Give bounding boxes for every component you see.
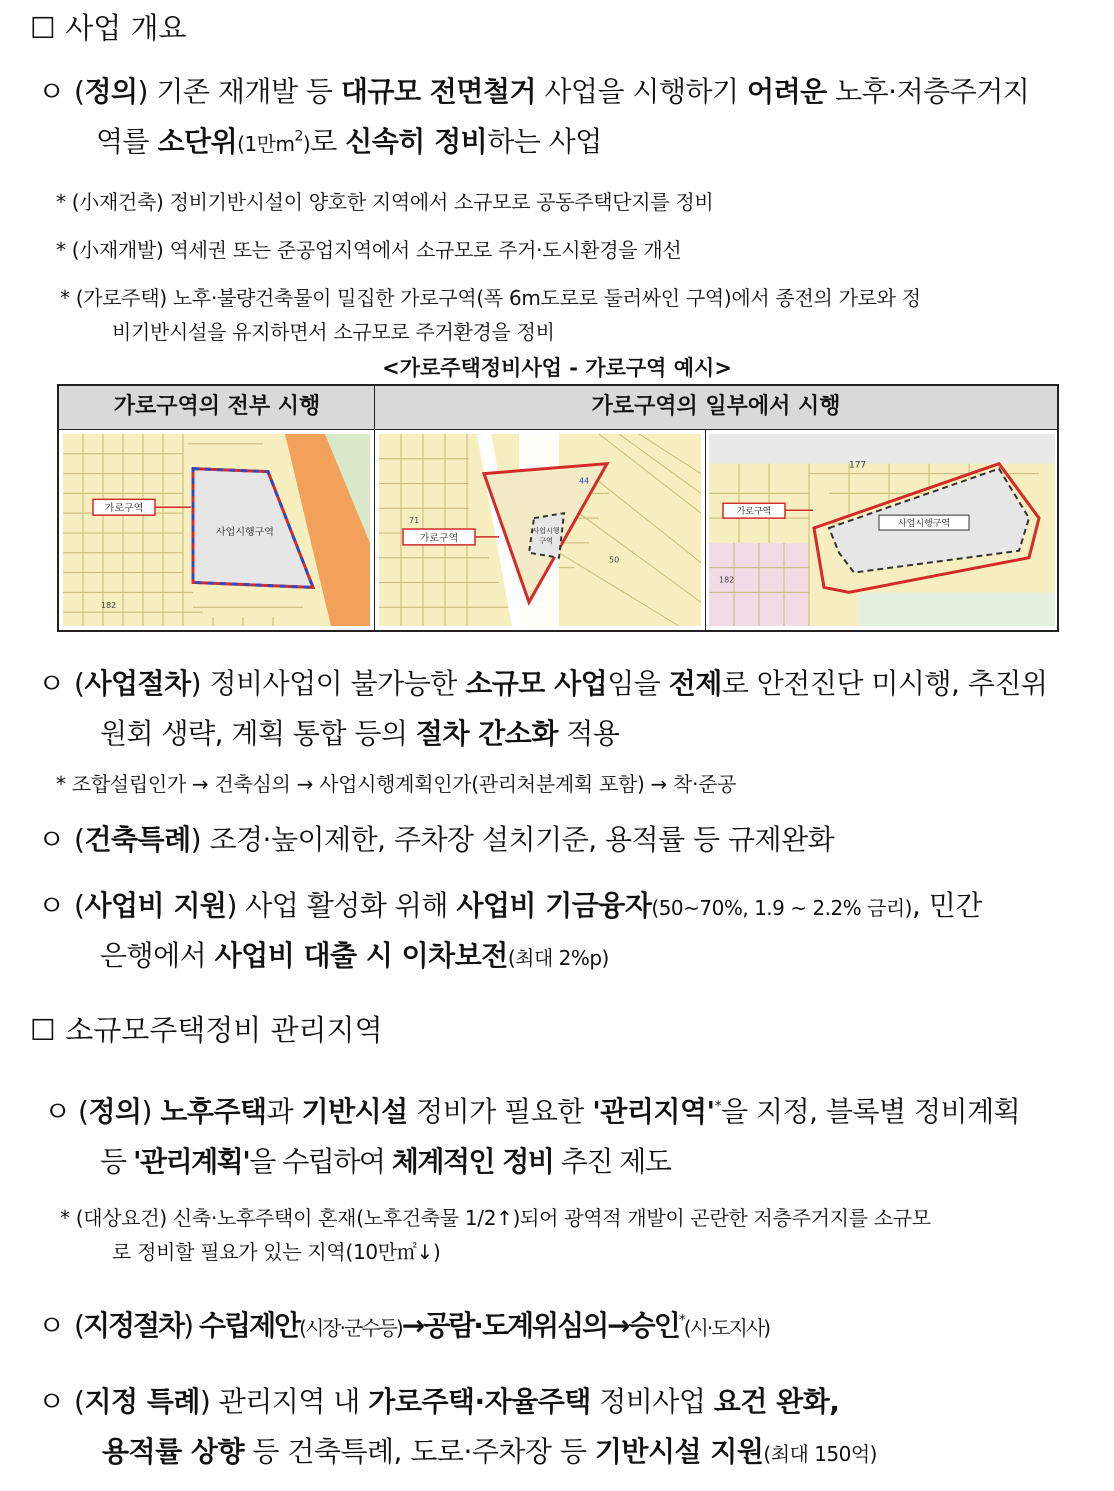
note-street-housing-1: * (가로주택) 노후·불량건축물이 밀집한 가로구역(폭 6m도로로 둘러싸인 구역)에서 종전의 가로와 정 [60, 286, 921, 310]
bullet-mark: ㅇ [38, 667, 65, 700]
label-garo-map3: 가로구역 [736, 507, 772, 518]
label-garo-map2: 가로구역 [419, 532, 459, 544]
section-title-overview: ☐ 사업 개요 [30, 11, 187, 45]
svg-text:사업시행: 사업시행 [532, 527, 560, 535]
label-saeop-map3: 사업시행구역 [897, 519, 951, 530]
procedure-line-1: (사업절차) 정비사업이 불가능한 소규모 사업임을 전제로 안전진단 미시행, 추진위 [74, 667, 1048, 700]
table-divider [374, 386, 375, 630]
area-definition-line-2: 등 '관리계획'을 수립하여 체계적인 정비 추진 제도 [100, 1145, 671, 1178]
label-garo-map1: 가로구역 [104, 503, 144, 515]
designation-procedure-line: (지정절차) 수립제안(시장·군수등)→공람·도계위심의→승인*(시·도지사) [74, 1309, 769, 1342]
map-partial-block-b [709, 434, 1055, 626]
map-partial-block-a [379, 434, 701, 626]
bullet-mark: ㅇ [44, 1095, 71, 1128]
svg-text:44: 44 [579, 476, 590, 486]
bullet-mark: ㅇ [38, 75, 65, 108]
procedure-line-2: 원회 생략, 계획 통합 등의 절차 간소화 적용 [100, 717, 620, 750]
support-line-2: 은행에서 사업비 대출 시 이차보전(최대 2%p) [100, 939, 609, 972]
table-divider-2 [705, 430, 706, 630]
designation-special-line-2: 용적률 상향 등 건축특례, 도로·주차장 등 기반시설 지원(최대 150억) [102, 1435, 877, 1468]
procedure-note: * 조합설립인가 → 건축심의 → 사업시행계획인가(관리처분계획 포함) → 착·준공 [56, 772, 737, 796]
section-title-management-area: ☐ 소규모주택정비 관리지역 [30, 1013, 383, 1047]
note-small-reconstruction: * (小재건축) 정비기반시설이 양호한 지역에서 소규모로 공동주택단지를 정비 [56, 190, 714, 214]
note-small-redevelopment: * (小재개발) 역세권 또는 준공업지역에서 소규모로 주거·도시환경을 개선 [56, 238, 682, 262]
svg-text:50: 50 [609, 555, 620, 565]
bullet-mark: ㅇ [38, 1309, 65, 1342]
bullet-mark: ㅇ [38, 1385, 65, 1418]
svg-text:182: 182 [719, 575, 735, 585]
definition-line-2: 역를 소단위(1만$m^2$)로 신속히 정비하는 사업 [96, 125, 602, 158]
area-definition-line-1: (정의) 노후주택과 기반시설 정비가 필요한 '관리지역'*을 지정, 블록별 정비계획 [78, 1095, 1021, 1128]
svg-text:구역: 구역 [539, 536, 553, 545]
figure-caption: <가로주택정비사업 - 가로구역 예시> [382, 356, 732, 380]
svg-text:177: 177 [849, 460, 867, 471]
label-saeop-map1: 사업시행구역 [216, 526, 274, 538]
support-line-1: (사업비 지원) 사업 활성화 위해 사업비 기금융자(50~70%, 1.9 ~ 2.2% 금리), 민간 [74, 889, 982, 922]
bullet-mark: ㅇ [38, 823, 65, 856]
table-header-full: 가로구역의 전부 시행 [59, 386, 375, 430]
area-requirement-note-1: * (대상요건) 신축·노후주택이 혼재(노후건축물 1/2↑)되어 광역적 개발이 곤란한 저층주거지를 소규모 [60, 1206, 931, 1230]
bullet-mark: ㅇ [38, 889, 65, 922]
designation-special-line-1: (지정 특례) 관리지역 내 가로주택·자율주택 정비사업 요건 완화, [74, 1385, 840, 1418]
note-street-housing-2: 비기반시설을 유지하면서 소규모로 주거환경을 정비 [112, 320, 555, 344]
area-requirement-note-2: 로 정비할 필요가 있는 지역(10만㎡↓) [112, 1240, 441, 1264]
definition-line-1: (정의) 기존 재개발 등 대규모 전면철거 사업을 시행하기 어려운 노후·저층주거지 [74, 75, 1030, 108]
svg-text:71: 71 [409, 516, 420, 526]
map-full-block [63, 434, 370, 626]
table-header-partial: 가로구역의 일부에서 시행 [375, 386, 1057, 430]
svg-text:182: 182 [101, 601, 117, 611]
building-special-line: (건축특례) 조경·높이제한, 주차장 설치기준, 용적률 등 규제완화 [74, 823, 835, 856]
street-block-example-table [57, 384, 1059, 632]
